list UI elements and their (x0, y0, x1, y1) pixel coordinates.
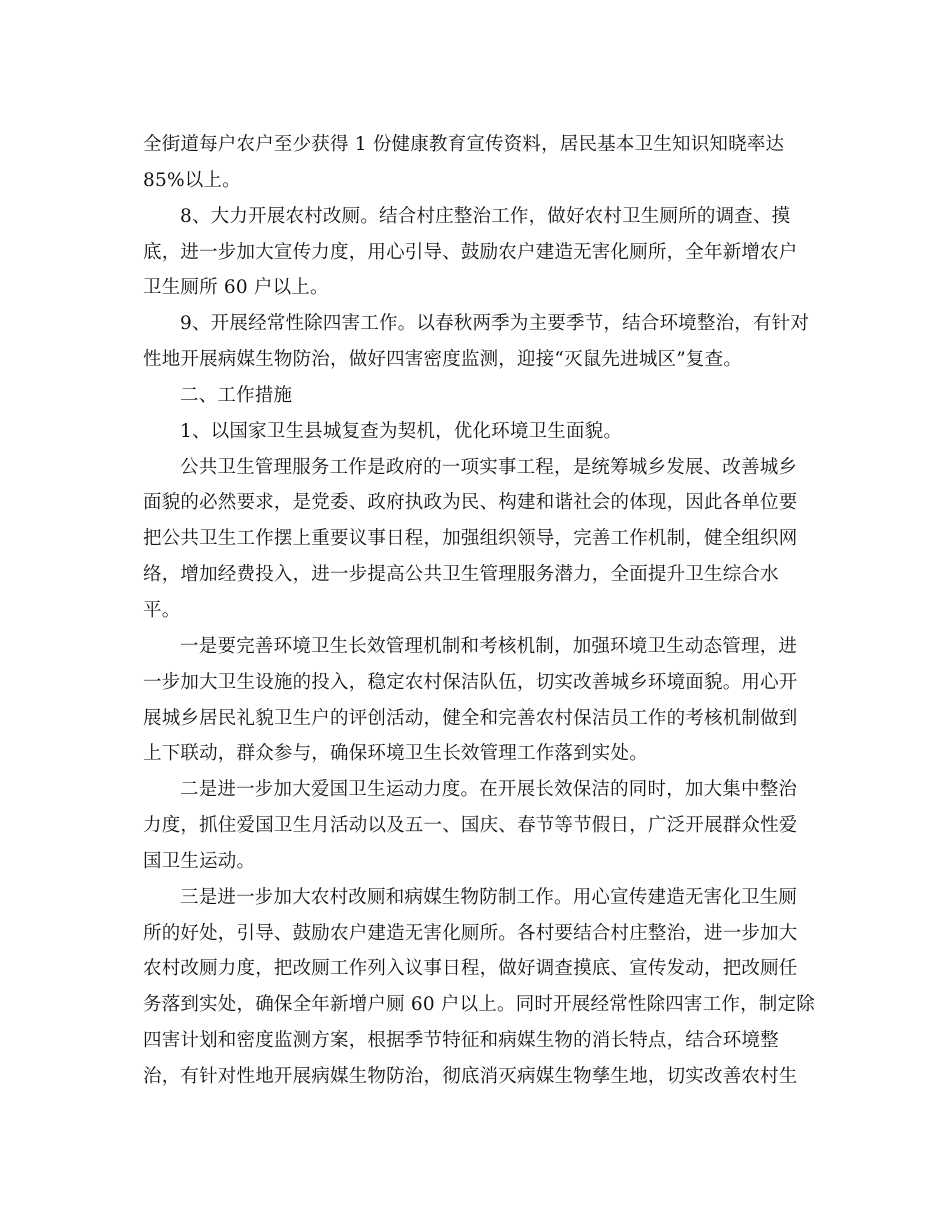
text-line: 公共卫生管理服务工作是政府的一项实事工程，是统筹城乡发展、改善城乡 (180, 456, 798, 478)
text-line: 国卫生运动。 (143, 850, 256, 872)
text-line: 治，有针对性地开展病媒生物防治，彻底消灭病媒生物孳生地，切实改善农村生 (143, 1065, 798, 1087)
text-line: 上下联动，群众参与，确保环境卫生长效管理工作落到实处。 (143, 743, 648, 765)
text-line: 1、以国家卫生县城复查为契机，优化环境卫生面貌。 (180, 420, 623, 442)
document-body (143, 127, 823, 1095)
text-line: 一是要完善环境卫生长效管理机制和考核机制，加强环境卫生动态管理，进 (180, 635, 798, 657)
text-line: 9、开展经常性除四害工作。以春秋两季为主要季节，结合环境整治，有针对 (180, 313, 810, 335)
text-line: 务落到实处，确保全年新增户厕 60 户以上。同时开展经常性除四害工作，制定除 (143, 994, 815, 1016)
text-line: 卫生厕所 60 户以上。 (143, 277, 329, 299)
text-line: 三是进一步加大农村改厕和病媒生物防制工作。用心宣传建造无害化卫生厕 (180, 886, 798, 908)
text-line: 络，增加经费投入，进一步提高公共卫生管理服务潜力，全面提升卫生综合水 (143, 564, 779, 586)
text-line: 所的好处，引导、鼓励农户建造无害化厕所。各村要结合村庄整治，进一步加大 (143, 922, 798, 944)
text-line: 二是进一步加大爱国卫生运动力度。在开展长效保洁的同时，加大集中整治 (180, 779, 798, 801)
text-line: 8、大力开展农村改厕。结合村庄整治工作，做好农村卫生厕所的调查、摸 (180, 205, 791, 227)
text-line: 力度，抓住爱国卫生月活动以及五一、国庆、春节等节假日，广泛开展群众性爱 (143, 815, 798, 837)
text-line: 性地开展病媒生物防治，做好四害密度监测，迎接“灭鼠先进城区”复查。 (143, 349, 743, 371)
text-line: 底，进一步加大宣传力度，用心引导、鼓励农户建造无害化厕所，全年新增农户 (143, 241, 798, 263)
text-line: 一步加大卫生设施的投入，稳定农村保洁队伍，切实改善城乡环境面貌。用心开 (143, 671, 798, 693)
text-line: 把公共卫生工作摆上重要议事日程，加强组织领导，完善工作机制，健全组织网 (143, 528, 798, 550)
text-line: 二、工作措施 (180, 384, 293, 406)
text-line: 平。 (143, 599, 181, 621)
text-line: 展城乡居民礼貌卫生户的评创活动，健全和完善农村保洁员工作的考核机制做到 (143, 707, 798, 729)
text-line: 四害计划和密度监测方案，根据季节特征和病媒生物的消长特点，结合环境整 (143, 1030, 779, 1052)
text-line: 农村改厕力度，把改厕工作列入议事日程，做好调查摸底、宣传发动，把改厕任 (143, 958, 798, 980)
text-line: 85%以上。 (143, 169, 241, 191)
text-line: 全街道每户农户至少获得 1 份健康教育宣传资料，居民基本卫生知识知晓率达 (143, 134, 785, 155)
text-line: 面貌的必然要求，是党委、政府执政为民、构建和谐社会的体现，因此各单位要 (143, 492, 798, 514)
